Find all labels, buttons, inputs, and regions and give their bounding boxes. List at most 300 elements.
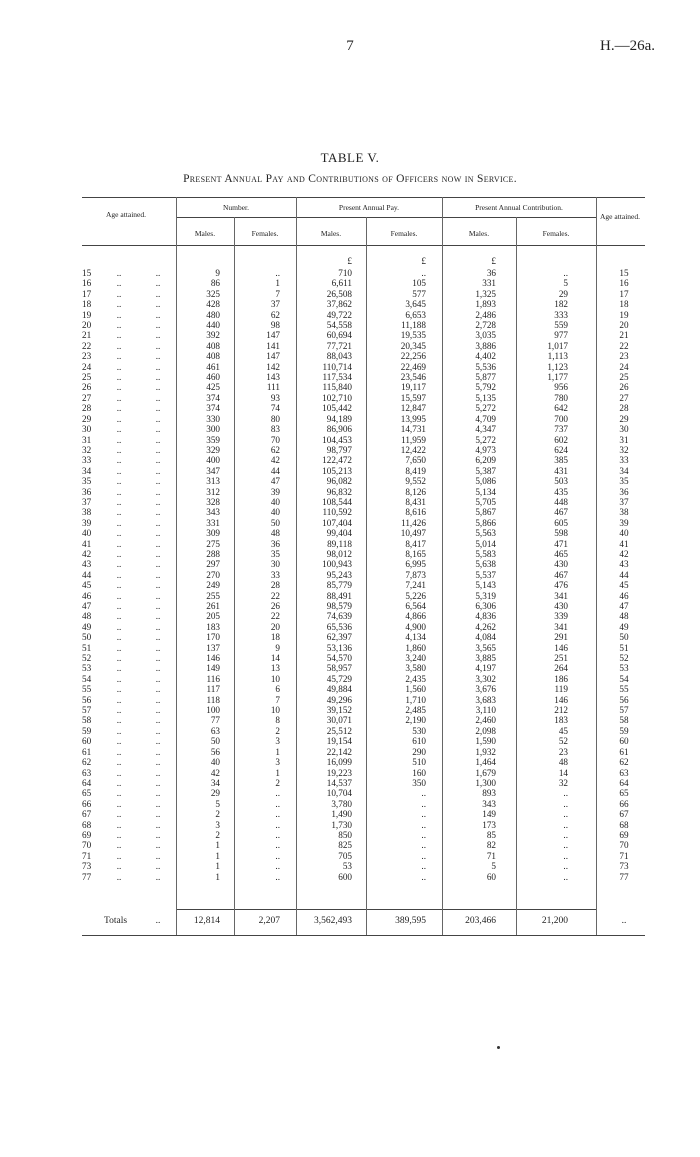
row-pay-males: 6,611 — [331, 278, 352, 289]
row-pay-males: 1,490 — [331, 809, 352, 820]
row-number-females: 48 — [270, 528, 280, 539]
row-age: 53 — [82, 663, 92, 674]
table-row — [0, 549, 700, 559]
row-contrib-females: 448 — [554, 496, 568, 507]
row-pay-females: 6,564 — [405, 601, 426, 611]
row-leader-dots: .. — [116, 559, 122, 570]
row-pay-females: 15,597 — [400, 392, 426, 403]
row-age: 29 — [82, 413, 92, 424]
row-contrib-males: 4,084 — [475, 632, 496, 643]
row-contrib-males: 893 — [482, 788, 496, 799]
row-age: 27 — [82, 392, 92, 403]
table-row — [0, 747, 700, 757]
header-males: Males. — [194, 229, 216, 238]
row-pay-males: 3,780 — [331, 798, 352, 809]
row-number-females: 8 — [275, 715, 280, 726]
row-contrib-females: 146 — [554, 694, 568, 705]
row-contrib-males: 3,035 — [475, 330, 496, 341]
row-number-males: 1 — [215, 850, 220, 861]
row-pay-males: 88,043 — [326, 351, 352, 362]
row-contrib-males: 5,086 — [475, 476, 496, 487]
table-row — [0, 674, 700, 684]
row-contrib-females: 32 — [558, 777, 568, 788]
row-pay-males: 65,536 — [326, 621, 352, 632]
row-leader-dots: .. — [116, 538, 122, 549]
row-number-females: 147 — [266, 330, 280, 341]
row-pay-males: 19,154 — [326, 736, 352, 747]
row-contrib-males: 3,110 — [475, 705, 496, 716]
row-pay-males: 115,840 — [322, 382, 352, 393]
row-contrib-females: 598 — [554, 528, 568, 539]
row-leader-dots: .. — [116, 403, 122, 414]
row-age: 30 — [82, 424, 92, 435]
row-pay-males: 30,071 — [326, 715, 352, 726]
row-contrib-females: .. — [563, 268, 568, 278]
table-row — [0, 580, 700, 590]
row-contrib-females: 559 — [554, 320, 568, 331]
row-leader-dots: .. — [155, 476, 161, 487]
row-leader-dots: .. — [155, 767, 161, 778]
row-leader-dots: .. — [116, 496, 122, 507]
row-leader-dots: .. — [155, 705, 161, 716]
row-leader-dots: .. — [116, 580, 122, 591]
row-number-males: 1 — [215, 840, 220, 851]
row-pay-males: 58,957 — [326, 663, 352, 674]
row-number-males: 261 — [206, 601, 220, 611]
row-number-males: 183 — [206, 621, 220, 632]
table-row — [0, 341, 700, 351]
row-age: 67 — [82, 809, 92, 820]
row-contrib-females: 264 — [554, 663, 568, 674]
totals-number-females: 2,207 — [258, 916, 280, 926]
row-leader-dots: .. — [116, 330, 122, 341]
row-number-females: 2 — [275, 777, 280, 788]
row-pay-females: 510 — [412, 757, 426, 768]
row-leader-dots: .. — [116, 299, 122, 310]
row-pay-males: 19,223 — [326, 767, 352, 778]
row-pay-males: 53,136 — [326, 642, 352, 653]
row-leader-dots: .. — [155, 798, 161, 809]
header-top-rule — [82, 197, 645, 198]
row-pay-males: 104,453 — [322, 434, 352, 445]
row-number-females: 142 — [266, 361, 280, 372]
row-pay-males: 600 — [338, 871, 352, 882]
row-age: 65 — [82, 788, 92, 799]
row-leader-dots: .. — [155, 455, 161, 466]
row-age: 35 — [82, 476, 92, 487]
row-pay-females: 4,900 — [405, 621, 426, 632]
row-contrib-males: 149 — [482, 809, 496, 820]
row-contrib-females: 956 — [554, 382, 568, 393]
row-leader-dots: .. — [155, 829, 161, 840]
row-number-males: 408 — [206, 340, 220, 351]
row-leader-dots: .. — [155, 340, 161, 351]
row-leader-dots: .. — [116, 548, 122, 559]
row-contrib-males: 2,460 — [475, 715, 496, 726]
row-pay-males: 49,296 — [326, 694, 352, 705]
table-body — [0, 268, 700, 882]
row-age-right: 56 — [619, 694, 629, 705]
row-contrib-males: 3,886 — [475, 340, 496, 351]
table-row — [0, 362, 700, 372]
row-pay-females: 11,426 — [401, 517, 426, 528]
row-contrib-males: 343 — [482, 798, 496, 809]
row-pay-females: .. — [421, 871, 426, 882]
row-leader-dots: .. — [155, 548, 161, 559]
row-contrib-females: 212 — [554, 705, 568, 716]
row-number-males: 275 — [206, 538, 220, 549]
row-leader-dots: .. — [116, 288, 122, 299]
row-leader-dots: .. — [116, 871, 122, 882]
table-subtitle: Present Annual Pay and Contributions of Officers now in Service. — [183, 173, 517, 185]
row-contrib-males: 1,325 — [475, 288, 496, 299]
row-leader-dots: .. — [116, 777, 122, 788]
row-number-males: 313 — [206, 476, 220, 487]
row-age-right: 23 — [619, 351, 629, 362]
row-leader-dots: .. — [116, 372, 122, 383]
row-number-males: 29 — [210, 788, 220, 799]
row-number-females: 74 — [270, 403, 280, 414]
row-contrib-females: 430 — [554, 559, 568, 570]
row-contrib-males: 5,705 — [475, 496, 496, 507]
row-age: 70 — [82, 840, 92, 851]
row-contrib-males: 1,932 — [475, 746, 496, 757]
row-pay-males: 122,472 — [322, 455, 352, 466]
row-leader-dots: .. — [116, 444, 122, 455]
row-leader-dots: .. — [155, 580, 161, 591]
row-age-right: 66 — [619, 798, 629, 809]
row-pay-males: 10,704 — [326, 788, 352, 799]
row-leader-dots: .. — [116, 486, 122, 497]
row-leader-dots: .. — [155, 486, 161, 497]
row-number-males: 146 — [206, 653, 220, 664]
row-contrib-males: 5,877 — [475, 372, 496, 383]
row-leader-dots: .. — [116, 382, 122, 393]
table-row — [0, 476, 700, 486]
row-pay-males: 54,570 — [326, 653, 352, 664]
row-leader-dots: .. — [155, 642, 161, 653]
row-pay-males: 60,694 — [326, 330, 352, 341]
row-age-right: 60 — [619, 736, 629, 747]
row-pay-males: 94,189 — [326, 413, 352, 424]
row-pay-males: 49,884 — [326, 684, 352, 695]
row-number-males: 425 — [206, 382, 220, 393]
row-number-females: .. — [275, 840, 280, 851]
row-contrib-males: 60 — [486, 871, 496, 882]
row-leader-dots: .. — [116, 361, 122, 372]
row-pay-females: 11,959 — [401, 434, 426, 445]
table-row — [0, 820, 700, 830]
row-number-females: 22 — [270, 590, 280, 601]
row-pay-females: 160 — [412, 767, 426, 778]
row-age-right: 46 — [619, 590, 629, 601]
row-contrib-males: 173 — [482, 819, 496, 830]
row-age: 64 — [82, 777, 92, 788]
row-contrib-females: 700 — [554, 413, 568, 424]
table-row — [0, 663, 700, 673]
row-leader-dots: .. — [155, 403, 161, 414]
row-number-males: 118 — [206, 694, 220, 705]
row-number-females: .. — [275, 819, 280, 830]
row-leader-dots: .. — [155, 684, 161, 695]
row-age-right: 43 — [619, 559, 629, 570]
row-age-right: 64 — [619, 777, 629, 788]
row-contrib-females: 503 — [554, 476, 568, 487]
row-leader-dots: .. — [116, 809, 122, 820]
row-number-females: 39 — [270, 486, 280, 497]
row-leader-dots: .. — [155, 632, 161, 643]
row-pay-females: 8,165 — [405, 548, 426, 559]
row-number-males: 480 — [206, 309, 220, 320]
table-row — [0, 393, 700, 403]
row-number-females: 7 — [275, 694, 280, 705]
row-number-males: 86 — [210, 278, 220, 289]
row-number-females: 10 — [270, 673, 280, 684]
table-row — [0, 799, 700, 809]
header-bottom-rule — [82, 245, 645, 246]
row-leader-dots: .. — [155, 809, 161, 820]
row-contrib-males: 4,402 — [475, 351, 496, 362]
row-age-right: 59 — [619, 725, 629, 736]
row-number-males: 297 — [206, 559, 220, 570]
row-pay-males: 105,442 — [322, 403, 352, 414]
row-leader-dots: .. — [155, 653, 161, 664]
row-leader-dots: .. — [116, 653, 122, 664]
row-age-right: 71 — [619, 850, 629, 861]
row-number-females: 6 — [275, 684, 280, 695]
row-contrib-females: .. — [563, 819, 568, 830]
row-leader-dots: .. — [116, 590, 122, 601]
row-contrib-males: 331 — [482, 278, 496, 289]
row-leader-dots: .. — [155, 507, 161, 518]
table-row — [0, 299, 700, 309]
row-age-right: 44 — [619, 569, 629, 580]
row-contrib-females: 183 — [554, 715, 568, 726]
row-contrib-females: 291 — [554, 632, 568, 643]
row-leader-dots: .. — [155, 278, 161, 289]
row-leader-dots: .. — [116, 413, 122, 424]
row-age-right: 27 — [619, 392, 629, 403]
table-row — [0, 611, 700, 621]
row-contrib-females: 333 — [554, 309, 568, 320]
row-age: 69 — [82, 829, 92, 840]
row-age: 73 — [82, 861, 92, 872]
row-pay-females: 105 — [412, 278, 426, 289]
row-number-females: 47 — [270, 476, 280, 487]
row-pay-females: 8,417 — [405, 538, 426, 549]
row-age-right: 15 — [619, 268, 629, 278]
row-age: 51 — [82, 642, 92, 653]
row-number-males: 1 — [215, 861, 220, 872]
row-number-females: 83 — [270, 424, 280, 435]
row-number-males: 440 — [206, 320, 220, 331]
row-number-males: 5 — [215, 798, 220, 809]
row-leader-dots: .. — [155, 715, 161, 726]
row-age: 28 — [82, 403, 92, 414]
table-row — [0, 278, 700, 288]
row-number-males: 329 — [206, 444, 220, 455]
row-contrib-males: 3,676 — [475, 684, 496, 695]
row-number-females: 93 — [270, 392, 280, 403]
row-age: 55 — [82, 684, 92, 695]
row-leader-dots: .. — [155, 871, 161, 882]
row-number-females: 62 — [270, 309, 280, 320]
header-present-annual-pay: Present Annual Pay. — [338, 203, 400, 212]
row-age: 26 — [82, 382, 92, 393]
row-contrib-males: 5,537 — [475, 569, 496, 580]
row-number-females: .. — [275, 850, 280, 861]
row-pay-females: 2,435 — [405, 673, 426, 684]
row-contrib-females: 14 — [558, 767, 568, 778]
row-age-right: 50 — [619, 632, 629, 643]
row-contrib-males: 4,262 — [475, 621, 496, 632]
row-contrib-males: 3,683 — [475, 694, 496, 705]
table-row — [0, 403, 700, 413]
row-pay-males: 26,508 — [326, 288, 352, 299]
table-row — [0, 528, 700, 538]
row-age: 44 — [82, 569, 92, 580]
row-pay-females: 350 — [412, 777, 426, 788]
row-leader-dots: .. — [155, 538, 161, 549]
table-row — [0, 695, 700, 705]
row-number-females: 28 — [270, 580, 280, 591]
row-pay-females: 2,485 — [405, 705, 426, 716]
table-row — [0, 788, 700, 798]
row-leader-dots: .. — [116, 663, 122, 674]
header-females: Females. — [390, 229, 418, 238]
row-pay-females: 3,240 — [405, 653, 426, 664]
row-pay-females: 13,995 — [400, 413, 426, 424]
row-contrib-males: 5,014 — [475, 538, 496, 549]
row-number-females: 30 — [270, 559, 280, 570]
row-contrib-males: 5,319 — [475, 590, 496, 601]
row-number-females: 37 — [270, 299, 280, 310]
row-age-right: 40 — [619, 528, 629, 539]
row-contrib-females: 339 — [554, 611, 568, 622]
row-pay-males: 105,213 — [322, 465, 352, 476]
row-leader-dots: .. — [155, 694, 161, 705]
row-number-males: 312 — [206, 486, 220, 497]
table-row — [0, 518, 700, 528]
row-number-females: 7 — [275, 288, 280, 299]
row-number-males: 347 — [206, 465, 220, 476]
row-age-right: 70 — [619, 840, 629, 851]
row-number-females: 1 — [275, 767, 280, 778]
table-row — [0, 809, 700, 819]
row-leader-dots: .. — [155, 725, 161, 736]
totals-contrib-males: 203,466 — [465, 916, 496, 926]
row-contrib-males: 5,583 — [475, 548, 496, 559]
row-contrib-females: .. — [563, 788, 568, 799]
row-age-right: 67 — [619, 809, 629, 820]
row-pay-males: 53 — [342, 861, 352, 872]
row-contrib-females: 1,017 — [547, 340, 568, 351]
row-contrib-females: 602 — [554, 434, 568, 445]
row-age: 54 — [82, 673, 92, 684]
row-contrib-females: 1,177 — [547, 372, 568, 383]
row-age: 16 — [82, 278, 92, 289]
table-row — [0, 330, 700, 340]
row-pay-females: 610 — [412, 736, 426, 747]
row-number-females: 1 — [275, 746, 280, 757]
row-pay-females: .. — [421, 268, 426, 278]
row-leader-dots: .. — [116, 684, 122, 695]
header-males: Males. — [468, 229, 490, 238]
row-leader-dots: .. — [155, 777, 161, 788]
row-number-females: 143 — [266, 372, 280, 383]
row-pay-males: 110,592 — [322, 507, 352, 518]
row-age-right: 69 — [619, 829, 629, 840]
table-row — [0, 382, 700, 392]
row-age-right: 54 — [619, 673, 629, 684]
table-row — [0, 643, 700, 653]
row-leader-dots: .. — [116, 476, 122, 487]
table-row — [0, 705, 700, 715]
row-pay-males: 45,729 — [326, 673, 352, 684]
row-number-males: 309 — [206, 528, 220, 539]
row-leader-dots: .. — [116, 268, 122, 278]
row-age-right: 58 — [619, 715, 629, 726]
row-age-right: 24 — [619, 361, 629, 372]
row-number-females: .. — [275, 788, 280, 799]
row-age-right: 26 — [619, 382, 629, 393]
row-contrib-males: 1,464 — [475, 757, 496, 768]
row-leader-dots: .. — [116, 850, 122, 861]
row-age-right: 62 — [619, 757, 629, 768]
row-number-females: 98 — [270, 320, 280, 331]
row-age: 60 — [82, 736, 92, 747]
table-row — [0, 757, 700, 767]
row-leader-dots: .. — [116, 861, 122, 872]
table-row — [0, 768, 700, 778]
row-contrib-females: 624 — [554, 444, 568, 455]
totals-label: Totals — [104, 916, 128, 926]
row-pay-females: 9,552 — [405, 476, 426, 487]
row-leader-dots: .. — [155, 330, 161, 341]
row-age: 56 — [82, 694, 92, 705]
row-age-right: 31 — [619, 434, 629, 445]
table-row — [0, 466, 700, 476]
row-pay-females: .. — [421, 819, 426, 830]
row-age-right: 77 — [619, 871, 629, 882]
row-age-right: 18 — [619, 299, 629, 310]
row-leader-dots: .. — [155, 840, 161, 851]
row-age: 77 — [82, 871, 92, 882]
row-leader-dots: .. — [155, 528, 161, 539]
row-pay-females: 20,345 — [400, 340, 426, 351]
row-pay-females: 19,535 — [400, 330, 426, 341]
row-pay-males: 49,722 — [326, 309, 352, 320]
row-age: 52 — [82, 653, 92, 664]
row-number-males: 249 — [206, 580, 220, 591]
table-row — [0, 424, 700, 434]
row-contrib-females: 186 — [554, 673, 568, 684]
row-leader-dots: .. — [116, 757, 122, 768]
row-contrib-males: 82 — [486, 840, 496, 851]
row-contrib-males: 2,486 — [475, 309, 496, 320]
row-number-females: 62 — [270, 444, 280, 455]
stray-ink-mark — [497, 1046, 500, 1049]
table-row — [0, 726, 700, 736]
row-number-females: 50 — [270, 517, 280, 528]
row-contrib-females: 146 — [554, 642, 568, 653]
row-number-females: 10 — [270, 705, 280, 716]
row-contrib-males: 1,679 — [475, 767, 496, 778]
row-leader-dots: .. — [116, 736, 122, 747]
row-pay-males: 86,906 — [326, 424, 352, 435]
row-contrib-females: 737 — [554, 424, 568, 435]
row-age: 22 — [82, 340, 92, 351]
